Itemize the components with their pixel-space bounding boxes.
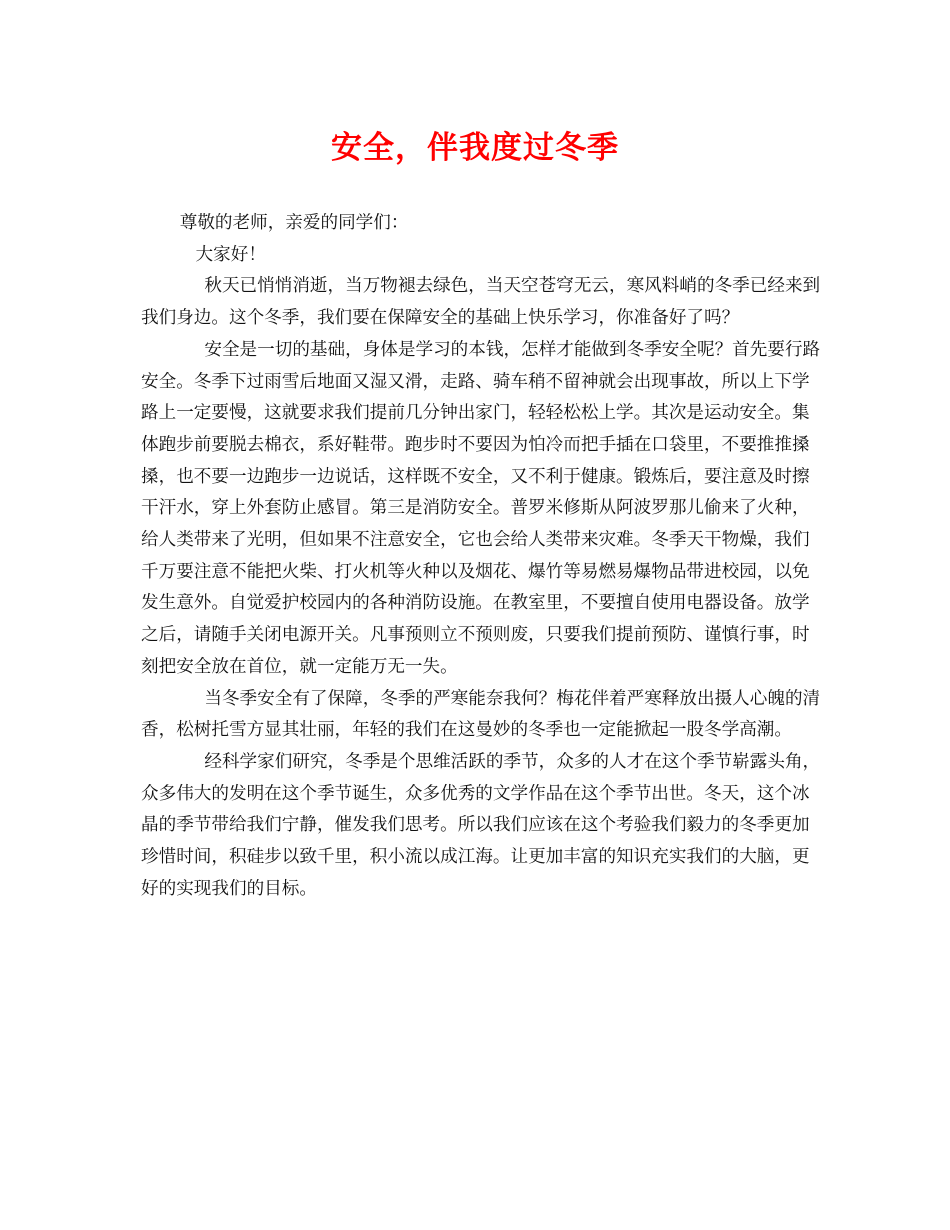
paragraph-3: 当冬季安全有了保障，冬季的严寒能奈我何？梅花伴着严寒释放出摄人心魄的清香，松树托雪方显其壮丽，年轻的我们在这曼妙的冬季也一定能掀起一股冬学高潮。 <box>141 688 821 741</box>
salutation-line: 尊敬的老师，亲爱的同学们： <box>179 213 409 233</box>
document-title: 安全，伴我度过冬季 <box>331 130 619 166</box>
paragraph-1: 秋天已悄悄消逝，当万物褪去绿色，当天空苍穹无云，寒风料峭的冬季已经来到我们身边。这个冬季，我们要在保障安全的基础上快乐学习，你准备好了吗？ <box>141 276 821 329</box>
paragraph-4: 经科学家们研究，冬季是个思维活跃的季节，众多的人才在这个季节崭露头角，众多伟大的发明在这个季节诞生，众多优秀的文学作品在这个季节出世。冬天，这个冰晶的季节带给我们宁静，催发我们思考。所以我们应该在这个考验我们毅力的冬季更加珍惜时间，积硅步以致千里，积小流以成江海。让更加丰富的知识充实我们的大脑，更好的实现我们的目标。 <box>141 751 821 899</box>
paragraph-2: 安全是一切的基础，身体是学习的本钱，怎样才能做到冬季安全呢？首先要行路安全。冬季下过雨雪后地面又湿又滑，走路、骑车稍不留神就会出现事故，所以上下学路上一定要慢，这就要求我们提前几分钟出家门，轻轻松松上学。其次是运动安全。集体跑步前要脱去棉衣，系好鞋带。跑步时不要因为怕冷而把手插在口袋里，不要推推搡搡，也不要一边跑步一边说话，这样既不安全，又不利于健康。锻炼后，要注意及时擦干汗水，穿上外套防止感冒。第三是消防安全。普罗米修斯从阿波罗那儿偷来了火种，给人类带来了光明，但如果不注意安全，它也会给人类带来灾难。冬季天干物燥，我们千万要注意不能把火柴、打火机等火种以及烟花、爆竹等易燃易爆物品带进校园，以免发生意外。自觉爱护校园内的各种消防设施。在教室里，不要擅自使用电器设备。放学之后，请随手关闭电源开关。凡事预则立不预则废，只要我们提前预防、谨慎行事，时刻把安全放在首位，就一定能万无一失。 <box>141 339 821 677</box>
greeting-line: 大家好！ <box>195 244 266 265</box>
document-body <box>141 208 821 905</box>
